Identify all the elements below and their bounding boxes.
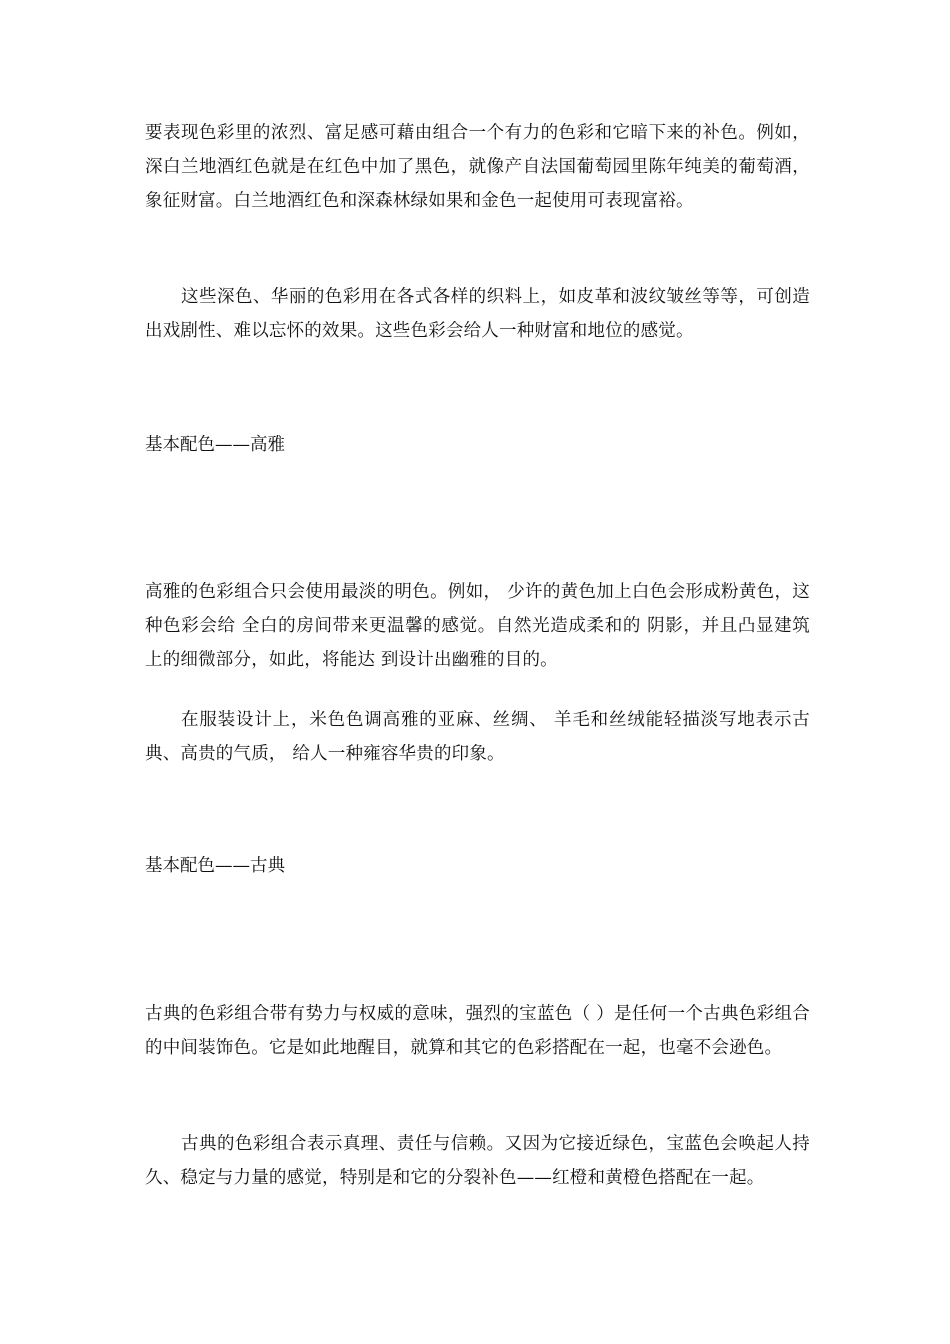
paragraph-richness: 要表现色彩里的浓烈、富足感可藉由组合一个有力的色彩和它暗下来的补色。例如，深白兰地酒红色就是在红色中加了黑色，就像产自法国葡萄园里陈年纯美的葡萄酒，象征财富。白兰地酒红色和深森林绿如果和金色一起使用可表现富裕。	[145, 123, 810, 211]
paragraph-classic-colors: 古典的色彩组合带有势力与权威的意味，强烈的宝蓝色（ ）是任何一个古典色彩组合的中间装饰色。它是如此地醒目，就算和其它的色彩搭配在一起，也毫不会逊色。	[145, 1004, 810, 1058]
paragraph-dark-colors: 这些深色、华丽的色彩用在各式各样的织料上，如皮革和波纹皱丝等等，可创造出戏剧性、难以忘怀的效果。这些色彩会给人一种财富和地位的感觉。	[145, 287, 810, 341]
paragraph-elegant-fashion: 在服装设计上，米色色调高雅的亚麻、丝绸、 羊毛和丝绒能轻描淡写地表示古典、高贵的气质， 给人一种雍容华贵的印象。	[145, 710, 810, 764]
heading-elegant: 基本配色——高雅	[145, 435, 285, 455]
paragraph-classic-meaning: 古典的色彩组合表示真理、责任与信赖。又因为它接近绿色，宝蓝色会唤起人持久、稳定与力量的感觉，特别是和它的分裂补色——红橙和黄橙色搭配在一起。	[145, 1134, 810, 1188]
heading-classic: 基本配色——古典	[145, 856, 285, 876]
paragraph-elegant-colors: 高雅的色彩组合只会使用最淡的明色。例如， 少许的黄色加上白色会形成粉黄色，这种色彩会给 全白的房间带来更温馨的感觉。自然光造成柔和的 阴影，并且凸显建筑上的细微部分，如此，将能达 到设计出幽雅的目的。	[145, 582, 810, 670]
